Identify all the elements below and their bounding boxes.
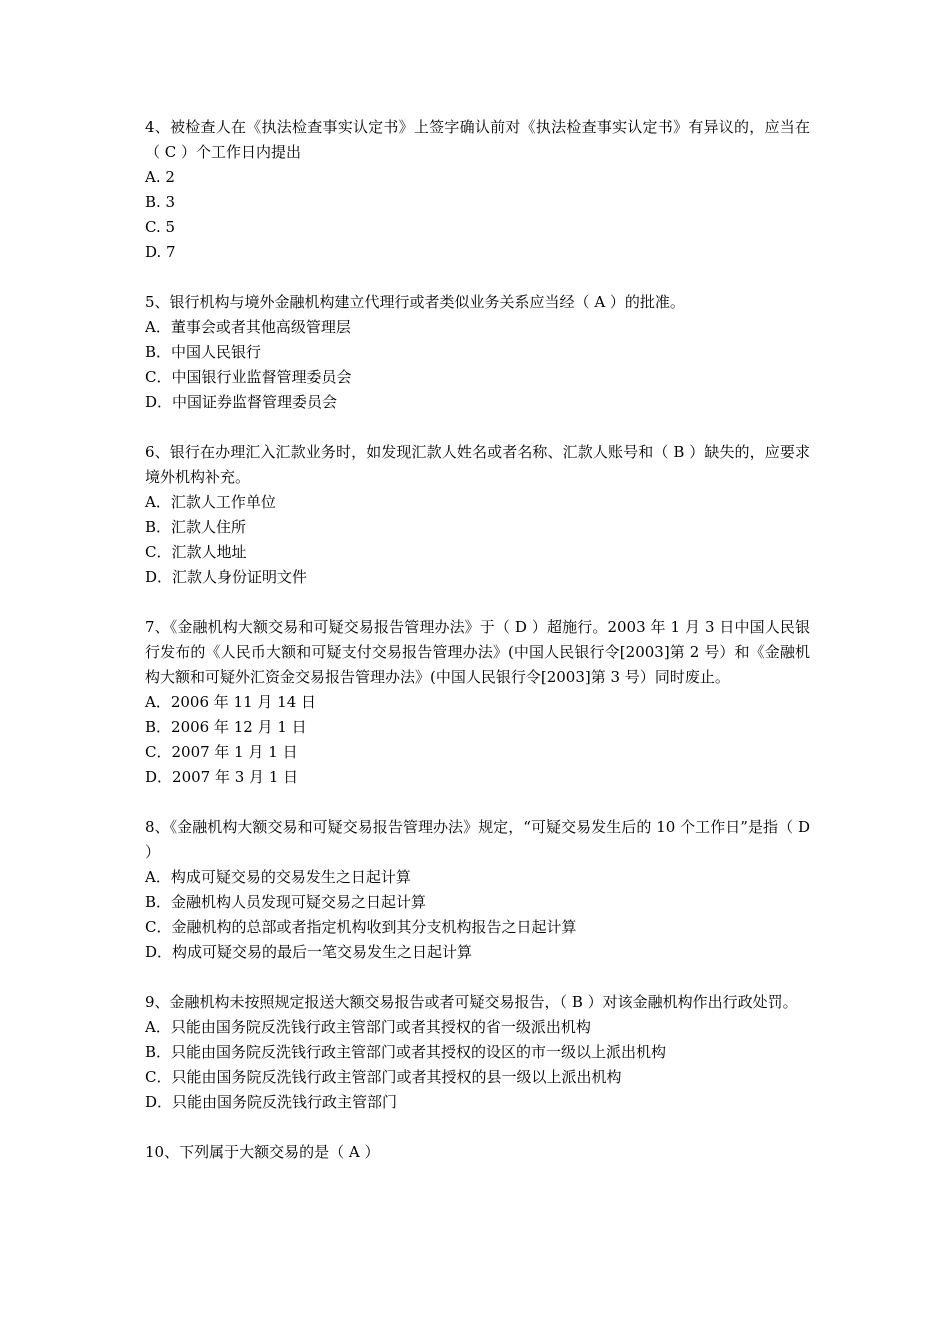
question-4 xyxy=(145,115,810,265)
option-a: A. 2 xyxy=(145,168,175,186)
option-list xyxy=(145,1015,810,1115)
question-stem: 8、《金融机构大额交易和可疑交易报告管理办法》规定，“可疑交易发生后的 10 个工作日”是指（ D ） xyxy=(145,818,810,861)
option-c: C．汇款人地址 xyxy=(145,543,247,561)
option-d: D．2007 年 3 月 1 日 xyxy=(145,768,299,786)
option-b: B．2006 年 12 月 1 日 xyxy=(145,718,307,736)
option-d: D．汇款人身份证明文件 xyxy=(145,568,308,586)
question-5 xyxy=(145,290,810,415)
option-list xyxy=(145,865,810,965)
option-a: A．董事会或者其他高级管理层 xyxy=(145,318,351,336)
option-a: A．汇款人工作单位 xyxy=(145,493,276,511)
option-list xyxy=(145,165,810,265)
option-d: D．只能由国务院反洗钱行政主管部门 xyxy=(145,1093,398,1111)
option-c: C. 5 xyxy=(145,218,176,236)
option-c: C．中国银行业监督管理委员会 xyxy=(145,368,352,386)
option-c: C．只能由国务院反洗钱行政主管部门或者其授权的县一级以上派出机构 xyxy=(145,1068,622,1086)
option-c: C．2007 年 1 月 1 日 xyxy=(145,743,298,761)
option-a: A．只能由国务院反洗钱行政主管部门或者其授权的省一级派出机构 xyxy=(145,1018,591,1036)
option-c: C．金融机构的总部或者指定机构收到其分支机构报告之日起计算 xyxy=(145,918,577,936)
option-list xyxy=(145,490,810,590)
question-stem: 4、被检查人在《执法检查事实认定书》上签字确认前对《执法检查事实认定书》有异议的，应当在（ C ）个工作日内提出 xyxy=(145,118,810,161)
question-stem: 10、下列属于大额交易的是（ A ） xyxy=(145,1143,380,1161)
option-b: B．中国人民银行 xyxy=(145,343,262,361)
question-6 xyxy=(145,440,810,590)
option-b: B．汇款人住所 xyxy=(145,518,247,536)
question-stem: 6、银行在办理汇入汇款业务时，如发现汇款人姓名或者名称、汇款人账号和（ B ）缺失的，应要求境外机构补充。 xyxy=(145,443,810,486)
question-stem: 7、《金融机构大额交易和可疑交易报告管理办法》于（ D ）超施行。2003 年 1 月 3 日中国人民银行发布的《人民币大额和可疑支付交易报告管理办法》(中国人民银行令[2003]第 2 号）和《金融机构大额和可疑外汇资金交易报告管理办法》(中国人民银行令[2003]第 3 号）同时废止。 xyxy=(145,618,810,686)
question-stem: 5、银行机构与境外金融机构建立代理行或者类似业务关系应当经（ A ）的批准。 xyxy=(145,293,685,311)
question-7 xyxy=(145,615,810,790)
option-list xyxy=(145,315,810,415)
option-b: B．只能由国务院反洗钱行政主管部门或者其授权的设区的市一级以上派出机构 xyxy=(145,1043,667,1061)
option-a: A．2006 年 11 月 14 日 xyxy=(145,693,317,711)
question-10 xyxy=(145,1140,810,1165)
option-list xyxy=(145,690,810,790)
option-d: D. 7 xyxy=(145,243,176,261)
option-b: B．金融机构人员发现可疑交易之日起计算 xyxy=(145,893,427,911)
option-b: B. 3 xyxy=(145,193,176,211)
document-page xyxy=(145,115,810,1190)
question-stem: 9、金融机构未按照规定报送大额交易报告或者可疑交易报告，（ B ）对该金融机构作出行政处罚。 xyxy=(145,993,798,1011)
question-9 xyxy=(145,990,810,1115)
question-8 xyxy=(145,815,810,965)
option-a: A．构成可疑交易的交易发生之日起计算 xyxy=(145,868,411,886)
option-d: D．中国证券监督管理委员会 xyxy=(145,393,338,411)
option-d: D．构成可疑交易的最后一笔交易发生之日起计算 xyxy=(145,943,473,961)
